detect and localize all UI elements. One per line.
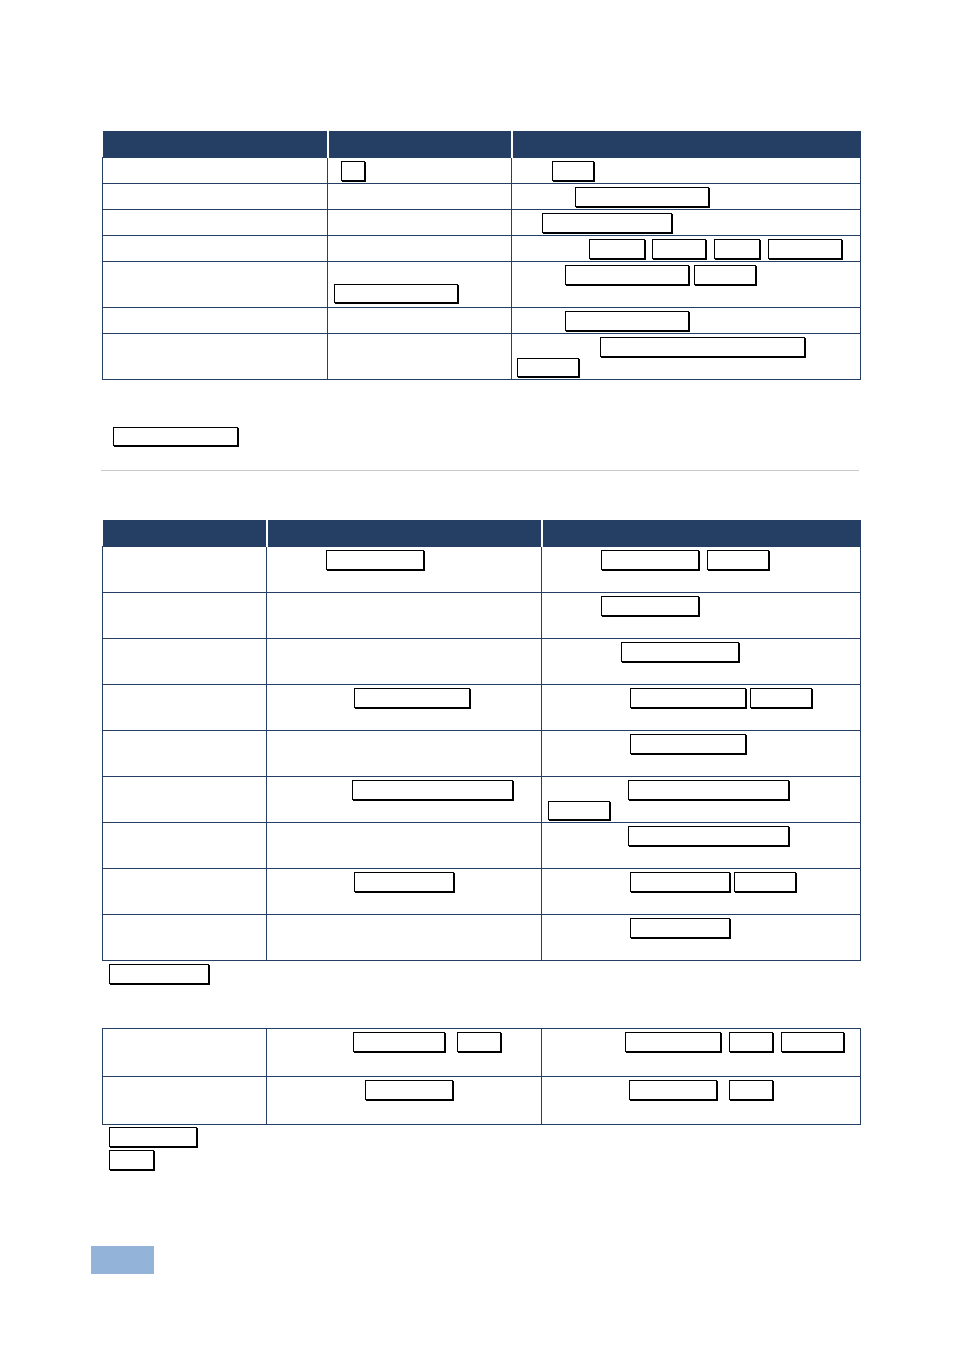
table-cell	[542, 869, 861, 915]
table-cell	[542, 1029, 861, 1077]
reference-link-box[interactable]	[341, 161, 365, 181]
table-cell	[103, 210, 328, 236]
reference-link-box[interactable]	[781, 1032, 844, 1052]
reference-link-box[interactable]	[729, 1032, 773, 1052]
reference-link-box[interactable]	[548, 801, 610, 820]
table-row	[103, 158, 861, 184]
table-cell	[267, 777, 542, 823]
table-cell	[267, 915, 542, 961]
table-cell	[542, 593, 861, 639]
reference-link-box[interactable]	[652, 239, 706, 259]
table-1	[102, 131, 861, 380]
table-header-cell	[267, 520, 542, 547]
reference-link-box[interactable]	[365, 1080, 453, 1100]
table-note-link-box[interactable]	[109, 1150, 154, 1170]
reference-link-box[interactable]	[542, 213, 672, 233]
table-cell	[328, 210, 512, 236]
reference-link-box[interactable]	[600, 337, 805, 357]
table-header-cell	[512, 131, 861, 158]
table-cell	[328, 184, 512, 210]
reference-link-box[interactable]	[352, 780, 513, 800]
table-cell	[103, 777, 267, 823]
table-cell	[267, 823, 542, 869]
table-row	[103, 1077, 861, 1125]
reference-link-box[interactable]	[326, 550, 424, 570]
table-cell	[267, 547, 542, 593]
table-cell	[103, 685, 267, 731]
table-row	[103, 236, 861, 262]
table-row	[103, 777, 861, 823]
reference-link-box[interactable]	[353, 1032, 445, 1052]
reference-link-box[interactable]	[334, 284, 458, 303]
reference-link-box[interactable]	[625, 1032, 721, 1052]
reference-link-box[interactable]	[552, 161, 594, 181]
table-cell	[103, 236, 328, 262]
table-row	[103, 308, 861, 334]
table-row	[103, 547, 861, 593]
table-cell	[103, 823, 267, 869]
table-cell	[103, 915, 267, 961]
table-cell	[542, 685, 861, 731]
table-cell	[267, 869, 542, 915]
table-cell	[328, 262, 512, 308]
table-cell	[542, 547, 861, 593]
table-caption-link-box[interactable]	[113, 427, 238, 446]
table-cell	[328, 308, 512, 334]
table-cell	[103, 1077, 267, 1125]
table-cell	[542, 915, 861, 961]
reference-link-box[interactable]	[750, 688, 812, 708]
table-2	[102, 520, 861, 961]
table-cell	[103, 334, 328, 380]
table-row	[103, 262, 861, 308]
table-cell	[267, 731, 542, 777]
table-cell	[328, 158, 512, 184]
reference-link-box[interactable]	[729, 1080, 773, 1100]
table-cell	[103, 262, 328, 308]
table-header-row	[103, 131, 861, 158]
table-cell	[512, 334, 861, 380]
table-row	[103, 210, 861, 236]
table-header-cell	[542, 520, 861, 547]
reference-link-box[interactable]	[628, 826, 789, 846]
table-cell	[103, 593, 267, 639]
table-cell	[542, 777, 861, 823]
table-cell	[103, 731, 267, 777]
table-row	[103, 184, 861, 210]
table-cell	[103, 308, 328, 334]
reference-link-box[interactable]	[734, 872, 796, 892]
reference-link-box[interactable]	[517, 358, 579, 377]
reference-link-box[interactable]	[630, 918, 730, 938]
table-3	[102, 1028, 861, 1125]
table-cell	[542, 731, 861, 777]
table-header-cell	[328, 131, 512, 158]
table-cell	[512, 262, 861, 308]
reference-link-box[interactable]	[601, 596, 699, 616]
table-header-cell	[103, 520, 267, 547]
table-cell	[267, 593, 542, 639]
page-number-tab	[91, 1246, 154, 1274]
table-cell	[512, 158, 861, 184]
table-cell	[512, 210, 861, 236]
table-cell	[103, 1029, 267, 1077]
table-cell	[267, 685, 542, 731]
table-cell	[542, 1077, 861, 1125]
reference-link-box[interactable]	[707, 550, 769, 570]
reference-link-box[interactable]	[621, 642, 739, 662]
table-cell	[267, 639, 542, 685]
table-row	[103, 869, 861, 915]
reference-link-box[interactable]	[354, 872, 454, 892]
table-row	[103, 1029, 861, 1077]
table-cell	[328, 236, 512, 262]
table-cell	[103, 639, 267, 685]
table-cell	[512, 236, 861, 262]
reference-link-box[interactable]	[565, 311, 689, 331]
table-caption-link-box[interactable]	[109, 964, 209, 984]
table-header-row	[103, 520, 861, 547]
reference-link-box[interactable]	[714, 239, 760, 259]
table-row	[103, 731, 861, 777]
table-cell	[103, 158, 328, 184]
table-row	[103, 334, 861, 380]
table-cell	[328, 334, 512, 380]
table-cell	[267, 1077, 542, 1125]
table-row	[103, 639, 861, 685]
reference-link-box[interactable]	[628, 780, 789, 800]
table-row	[103, 915, 861, 961]
reference-link-box[interactable]	[354, 688, 470, 708]
table-cell	[103, 547, 267, 593]
reference-link-box[interactable]	[694, 265, 756, 285]
section-divider	[101, 470, 859, 471]
reference-link-box[interactable]	[457, 1032, 501, 1052]
reference-link-box[interactable]	[768, 239, 842, 259]
table-cell	[103, 869, 267, 915]
reference-link-box[interactable]	[565, 265, 689, 285]
table-cell	[542, 639, 861, 685]
table-header-cell	[103, 131, 328, 158]
table-cell	[103, 184, 328, 210]
table-row	[103, 593, 861, 639]
reference-link-box[interactable]	[630, 734, 746, 754]
reference-link-box[interactable]	[575, 187, 709, 207]
reference-link-box[interactable]	[630, 688, 746, 708]
table-row	[103, 823, 861, 869]
table-note-link-box[interactable]	[109, 1127, 197, 1147]
reference-link-box[interactable]	[629, 1080, 717, 1100]
reference-link-box[interactable]	[630, 872, 730, 892]
table-cell	[542, 823, 861, 869]
reference-link-box[interactable]	[589, 239, 645, 259]
table-cell	[512, 308, 861, 334]
table-cell	[512, 184, 861, 210]
reference-link-box[interactable]	[601, 550, 699, 570]
table-row	[103, 685, 861, 731]
table-cell	[267, 1029, 542, 1077]
